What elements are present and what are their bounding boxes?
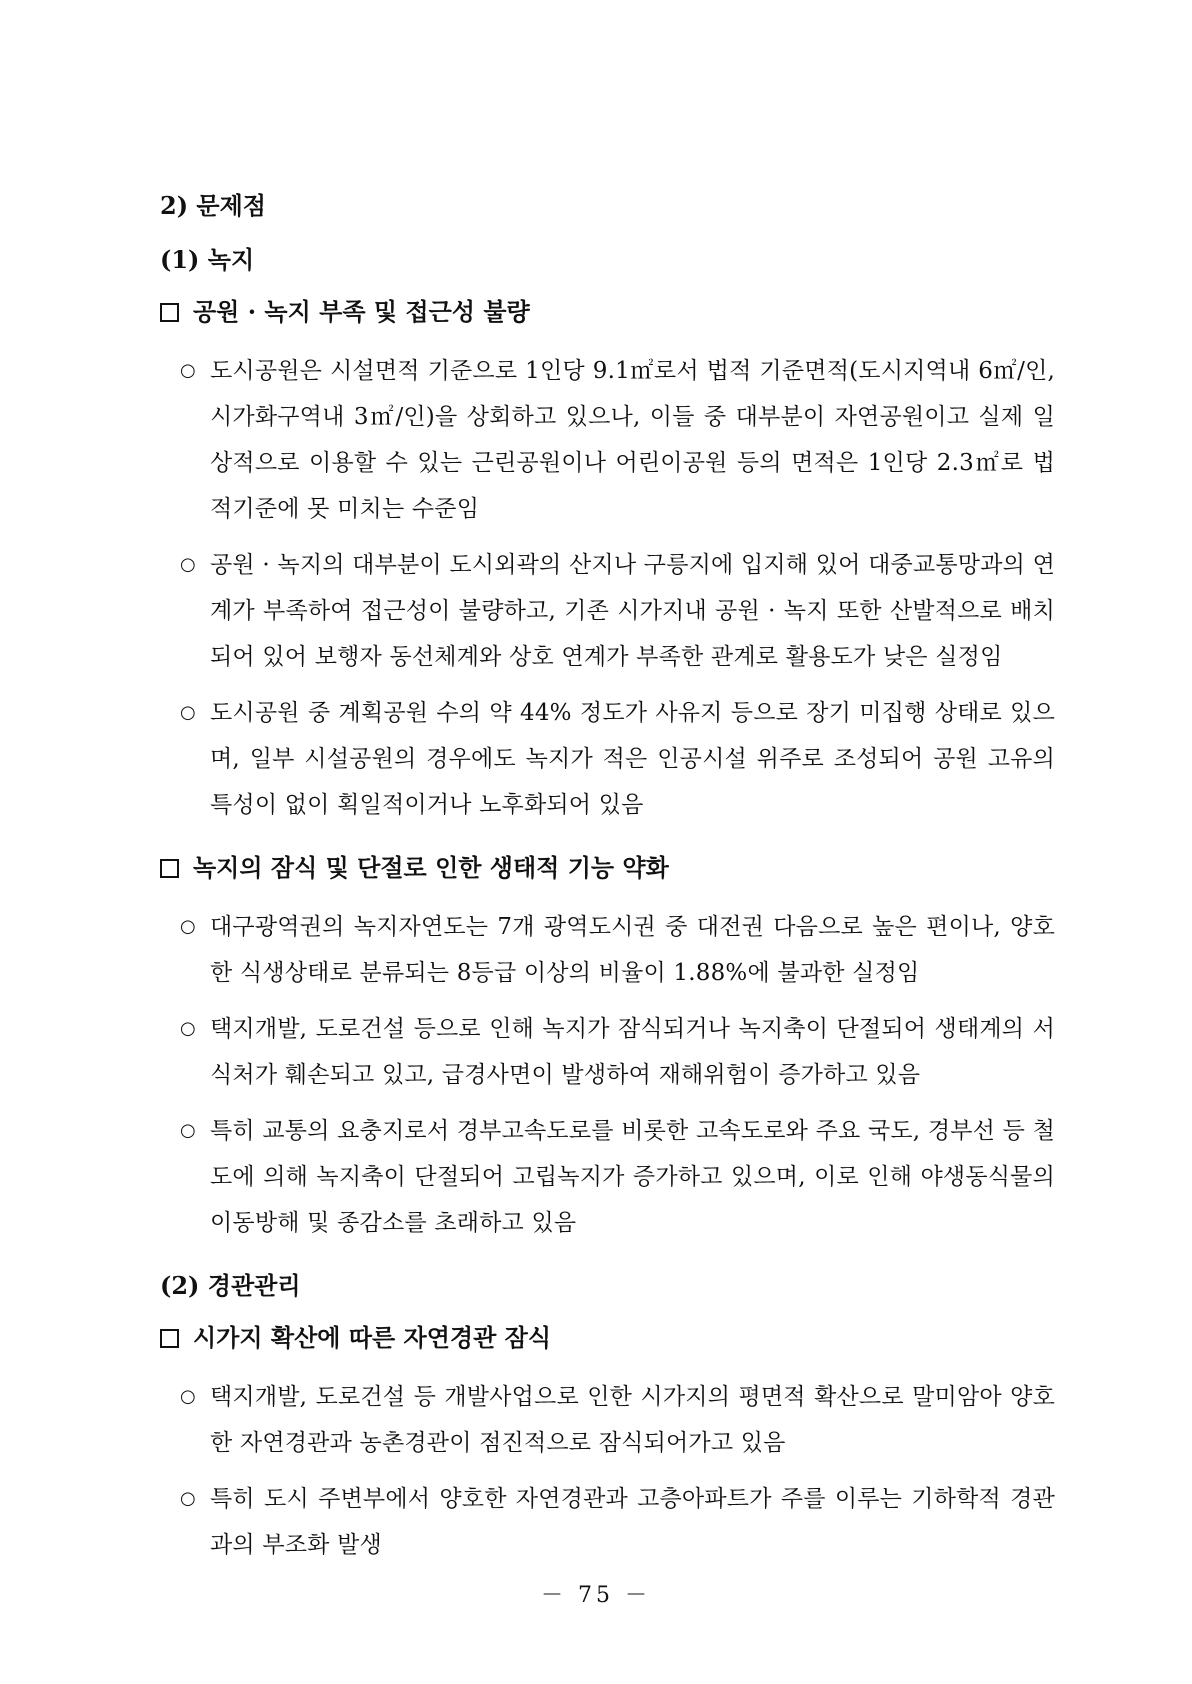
group-title-ecological-decline: [160, 852, 1055, 884]
bullet-text: 택지개발, 도로건설 등으로 인해 녹지가 잠식되거나 녹지축이 단절되어 생태계의 서식처가 훼손되고 있고, 급경사면이 발생하여 재해위험이 증가하고 있음: [210, 1016, 1055, 1088]
list-item: [160, 904, 1055, 996]
list-item: [160, 542, 1055, 680]
bullet-circle-icon: ○: [180, 1386, 196, 1407]
list-item: [160, 1374, 1055, 1466]
group-title-landscape-encroachment: [160, 1322, 1055, 1354]
bullet-circle-icon: ○: [180, 702, 196, 723]
bullet-text: 택지개발, 도로건설 등 개발사업으로 인한 시가지의 평면적 확산으로 말미암아 양호한 자연경관과 농촌경관이 점진적으로 잠식되어가고 있음: [210, 1384, 1055, 1456]
list-item: [160, 1006, 1055, 1098]
bullet-circle-icon: ○: [180, 1120, 196, 1141]
bullet-circle-icon: ○: [180, 554, 196, 575]
group-title-park-shortage: [160, 296, 1055, 328]
bullet-circle-icon: ○: [180, 916, 196, 937]
bullet-text: 대구광역권의 녹지자연도는 7개 광역도시권 중 대전권 다음으로 높은 편이나, 양호한 식생상태로 분류되는 8등급 이상의 비율이 1.88%에 불과한 실정임: [210, 914, 1055, 986]
page-number: － 75 －: [541, 1583, 651, 1608]
bullet-text: 도시공원은 시설면적 기준으로 1인당 9.1㎡로서 법적 기준면적(도시지역내 6㎡/인, 시가화구역내 3㎡/인)을 상회하고 있으나, 이들 중 대부분이 자연공원이고 실제 일상적으로 이용할 수 있는 근린공원이나 어린이공원 등의 면적은 1인당 2.3㎡로 법적기준에 못 미치는 수준임: [210, 358, 1055, 522]
list-item: [160, 1476, 1055, 1568]
subsection-heading-green-space: (1) 녹지: [160, 245, 255, 274]
subsection-heading-landscape: (2) 경관관리: [160, 1271, 301, 1300]
section-heading: 2) 문제점: [160, 191, 266, 220]
bullet-text: 특히 교통의 요충지로서 경부고속도로를 비롯한 고속도로와 주요 국도, 경부선 등 철도에 의해 녹지축이 단절되어 고립녹지가 증가하고 있으며, 이로 인해 야생동식물의 이동방해 및 종감소를 초래하고 있음: [210, 1118, 1055, 1236]
bullet-text: 특히 도시 주변부에서 양호한 자연경관과 고층아파트가 주를 이루는 기하학적 경관과의 부조화 발생: [210, 1486, 1055, 1558]
group-title-text: 시가지 확산에 따른 자연경관 잠식: [193, 1323, 551, 1352]
list-item: [160, 690, 1055, 828]
page-content: [160, 190, 1055, 1578]
group-title-text: 공원 · 녹지 부족 및 접근성 불량: [193, 297, 530, 326]
list-item: [160, 1108, 1055, 1246]
checkbox-icon: [160, 303, 179, 322]
bullet-circle-icon: ○: [180, 1018, 196, 1039]
bullet-circle-icon: ○: [180, 1488, 196, 1509]
checkbox-icon: [160, 1329, 179, 1348]
list-item: [160, 348, 1055, 532]
bullet-text: 도시공원 중 계획공원 수의 약 44% 정도가 사유지 등으로 장기 미집행 상태로 있으며, 일부 시설공원의 경우에도 녹지가 적은 인공시설 위주로 조성되어 공원 고유의 특성이 없이 획일적이거나 노후화되어 있음: [210, 700, 1055, 818]
checkbox-icon: [160, 859, 179, 878]
bullet-circle-icon: ○: [180, 360, 196, 381]
group-title-text: 녹지의 잠식 및 단절로 인한 생태적 기능 약화: [193, 853, 669, 882]
bullet-text: 공원 · 녹지의 대부분이 도시외곽의 산지나 구릉지에 입지해 있어 대중교통망과의 연계가 부족하여 접근성이 불량하고, 기존 시가지내 공원 · 녹지 또한 산발적으로 배치되어 있어 보행자 동선체계와 상호 연계가 부족한 관계로 활용도가 낮은 실정임: [210, 552, 1055, 670]
